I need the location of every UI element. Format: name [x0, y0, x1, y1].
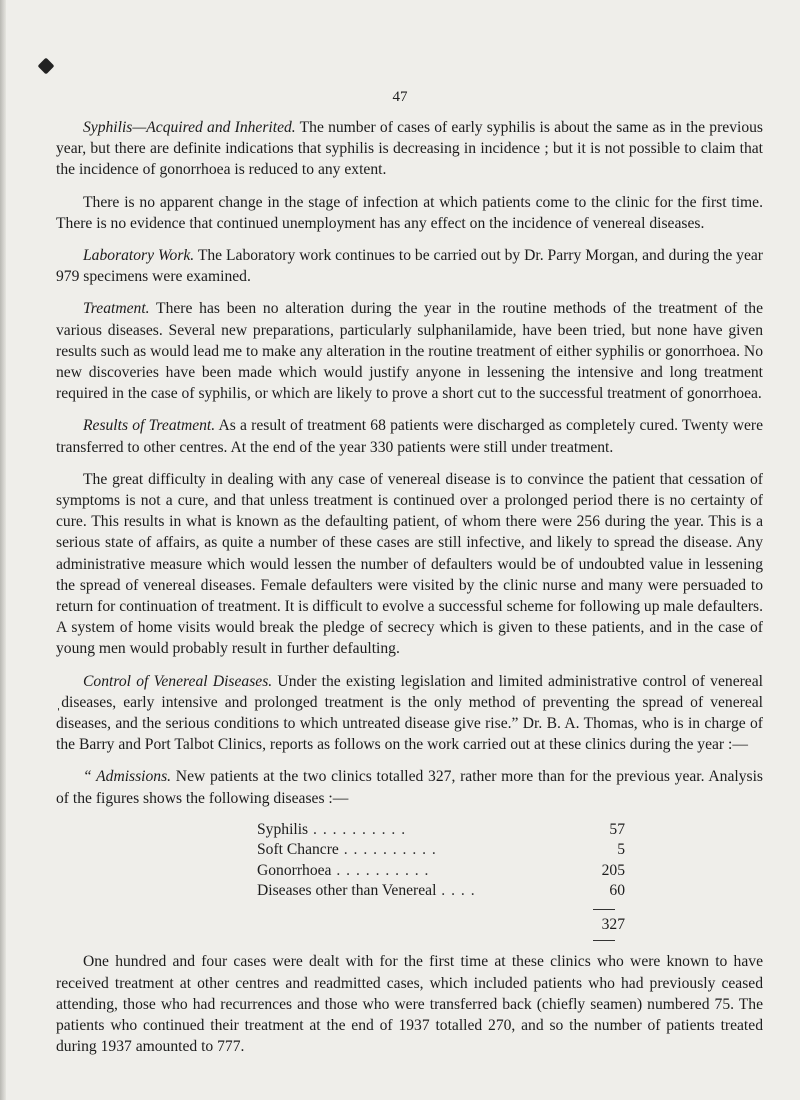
- paragraph-text: Under the existing legislation and limited administrative control of venereal ˌdiseases, early intensive and prolonged treatment is the only method of preventing the spread of venereal diseases, and the serious conditions to which untreated disease give rise.” Dr. B. A. Thomas, who is in charge of the Barry and Port Talbot Clinics, reports as follows on the work carried out at these clinics during the year :—: [56, 672, 763, 754]
- paragraph: [56, 192, 763, 234]
- paragraph: [56, 415, 763, 457]
- paragraph: [56, 671, 763, 756]
- paragraph: [56, 469, 763, 660]
- leader-dots: . . . . . . . . . .: [308, 820, 407, 838]
- paragraph-lead: “ Admissions.: [83, 768, 172, 786]
- disease-count: 60: [609, 882, 625, 900]
- diseases-table-rows: [257, 820, 625, 902]
- closing-paragraph: One hundred and four cases were dealt with for the first time at these clinics who were known to have received treatment at other centres and readmitted cases, which included patients who had previously ceased attending, those who had recurrences and those who were transferred back (chiefly seamen) numbered 75. The patients who continued their treatment at the end of 1937 totalled 270, and so the number of patients treated during 1937 amounted to 777.: [56, 953, 763, 1056]
- paragraph: [56, 117, 763, 181]
- paragraph-lead: Treatment.: [83, 300, 150, 318]
- paragraph-text: The great difficulty in dealing with any case of venereal disease is to convince the patient that cessation of symptoms is not a cure, and that unless treatment is continued over a prolonged period there is no certainty of cure. This results in what is known as the defaulting patient, of whom there were 256 during the year. This is a serious state of affairs, as quite a number of these cases are still infective, and likely to spread the disease. Any administrative measure which would lessen the number of defaulters would be of undoubted value in lessening the spread of venereal diseases. Female defaulters were visited by the clinic nurse and many were persuaded to return for continuation of treatment. It is difficult to evolve a successful scheme for following up male defaulters. A system of home visits would break the pledge of secrecy which is given to these patients, and in the case of young men would probably result in further defaulting.: [56, 470, 763, 658]
- paragraph-lead: Laboratory Work.: [83, 247, 195, 265]
- table-row: [257, 861, 625, 882]
- paragraph-text: As a result of treatment 68 patients were discharged as completely cured. Twenty were transferred to other centres. At the end of the year 330 patients were still under treatment.: [56, 417, 763, 456]
- paragraph-text: There has been no alteration during the year in the routine methods of the treatment of the various diseases. Several new preparations, particularly sulphanilamide, have been tried, but none have given results such as would lead me to make any alteration in the routine treatment of either syphilis or gonorrhoea. No new discoveries have been made which would justify anyone in lessening the intensive and long treatment required in the case of syphilis, or which are likely to prove a short cut to the successful treatment of gonorrhoea.: [56, 300, 763, 403]
- leader-dots: . . . . . . . . . .: [331, 861, 430, 879]
- disease-label-cell: [257, 881, 585, 902]
- disease-count: 5: [617, 841, 625, 859]
- paragraph-lead: Syphilis—Acquired and Inherited.: [83, 119, 296, 136]
- punch-hole-mark: [38, 58, 55, 75]
- disease-name: Gonorrhoea: [257, 861, 332, 879]
- page-number: 47: [392, 89, 408, 105]
- disease-name: Syphilis: [257, 820, 309, 838]
- paragraph-text: The number of cases of early syphilis is about the same as in the previous year, but there are definite indications that syphilis is decreasing in incidence ; but it is not possible to claim that the incidence of gonorrhoea is reduced to any extent.: [56, 119, 763, 179]
- diseases-total: 327: [601, 915, 625, 933]
- paragraph: [56, 298, 763, 404]
- paragraph-text: The Laboratory work continues to be carried out by Dr. Parry Morgan, and during the year 979 specimens were examined.: [56, 247, 763, 286]
- paragraph: [56, 245, 763, 287]
- table-row: [257, 840, 625, 861]
- diseases-table: [257, 820, 625, 942]
- paragraph-text: New patients at the two clinics totalled 327, rather more than for the previous year. Analysis of the figures shows the following diseases :—: [56, 768, 763, 807]
- table-rule: [593, 909, 615, 910]
- table-row: [257, 820, 625, 841]
- leader-dots: . . . .: [436, 882, 476, 900]
- admissions-paragraph: [56, 766, 763, 808]
- paragraph-lead: Control of Venereal Diseases.: [83, 672, 273, 690]
- disease-label-cell: [257, 861, 585, 882]
- disease-count: 205: [601, 861, 625, 879]
- disease-name: Soft Chancre: [257, 841, 339, 859]
- disease-name: Diseases other than Venereal: [257, 882, 437, 900]
- disease-label-cell: [257, 840, 585, 861]
- page-binding-edge: [0, 0, 6, 1100]
- disease-count: 57: [609, 820, 625, 838]
- paragraph-text: There is no apparent change in the stage of infection at which patients come to the clinic for the first time. There is no evidence that continued unemployment has any effect on the incidence of venereal diseases.: [56, 193, 763, 232]
- table-rule: [593, 940, 615, 941]
- leader-dots: . . . . . . . . . .: [338, 841, 437, 859]
- disease-label-cell: [257, 820, 585, 841]
- paragraph-lead: Results of Treatment.: [83, 417, 216, 435]
- paragraph-list: [56, 117, 763, 755]
- table-row: [257, 881, 625, 902]
- report-body: [56, 117, 763, 1068]
